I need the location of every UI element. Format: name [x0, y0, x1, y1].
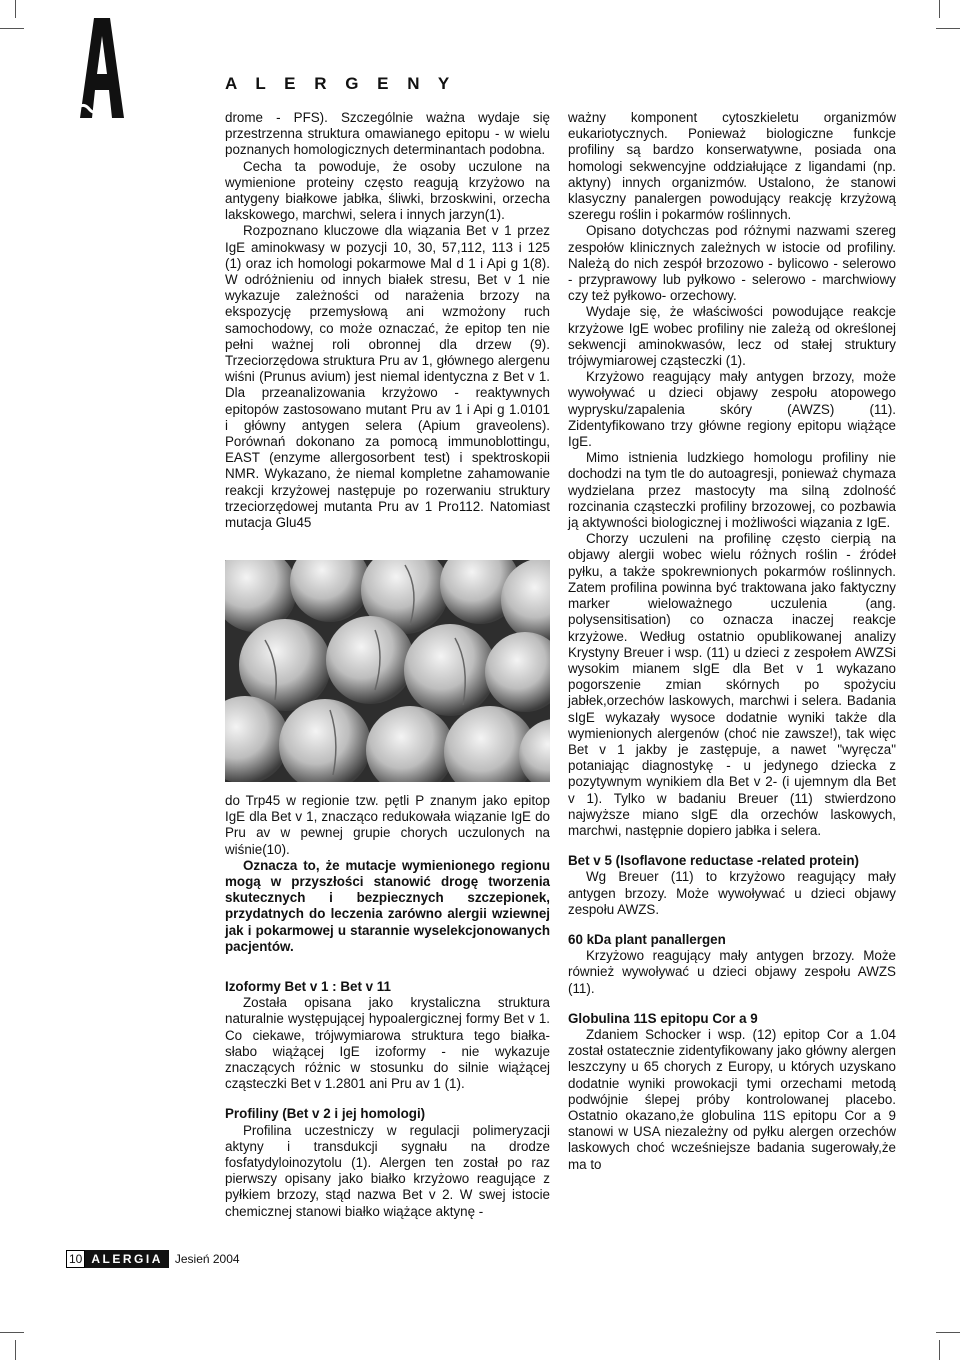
- peaches-photo: [225, 560, 550, 782]
- paragraph: Została opisana jako krystaliczna struktura naturalnie występującej hypoalergicznej formy Bet v 1. Co ciekawe, trójwymiarowa struktura tego białka- słabo wiążącej IgE izoformy - nie wykazuje znaczących różnic w stosunku do silnie wiążącej cząsteczki Bet v 1.2801 ani Pru av 1 (1).: [225, 995, 550, 1092]
- section-logo-icon: [76, 18, 126, 118]
- left-column-bottom: [225, 793, 550, 1220]
- paragraph: Wg Breuer (11) to krzyżowo reagujący mały antygen brzozy. Może wywoływać u dzieci objawy zespołu AWZS.: [568, 869, 896, 917]
- paragraph: drome - PFS). Szczególnie ważna wydaje się przestrzenna struktura omawianego epitopu - w wielu poznanych homologicznych determinantach podobna.: [225, 110, 550, 158]
- paragraph: do Trp45 w regionie tzw. pętli P znanym jako epitop IgE dla Bet v 1, znacząco redukowała wiązanie IgE do Pru av w pewnej grupie chorych uczulonych na wiśnie(10).: [225, 793, 550, 857]
- paragraph: Mimo istnienia ludzkiego homologu profiliny nie dochodzi na tym tle do autoagresji, ponieważ chymaza wydzielana przez mastocyty ma silną zdolność rozcinania cząsteczki profiliny brzozowej, co pozbawia ją aktywności biologicznej i możliwości wiązania z IgE.: [568, 450, 896, 531]
- left-column-top: [225, 110, 550, 531]
- emphasis-paragraph: Oznacza to, że mutacje wymienionego regionu mogą w przyszłości stanowić drogę tworzenia skutecznych i bezpiecznych szczepionek, przydatnych do leczenia zarówno alergii wziewnej jak i pokarmowej u starannie wyselekcjonowanych pacjentów.: [225, 857, 550, 954]
- crop-mark-bl-h: [0, 1332, 24, 1333]
- paragraph: Wydaje się, że właściwości powodujące reakcje krzyżowe IgE wobec profiliny nie zależą od określonej sekwencji aminokwasów, lecz od stałej struktury trójwymiarowej cząsteczki (1).: [568, 304, 896, 369]
- paragraph: Zdaniem Schocker i wsp. (12) epitop Cor a 1.04 został ostatecznie zidentyfikowany jako główny alergen leszczyny u 65 chorych z Europy, u których uzyskano dodatnie wyniki prowokacji tymi orzechami metodą podwójnie ślepej próby kontrolowanej placebo. Ostatnio okazano,że globulina 11S epitopu Cor a 9 stanowi w USA niezależny od pyłku alergen orzechów laskowych choć wcześniejsze badania sugerowały,że ma to: [568, 1026, 896, 1172]
- subheading-60kda: 60 kDa plant panallergen: [568, 931, 726, 947]
- right-column: [568, 110, 896, 1173]
- issue-date: Jesień 2004: [174, 1252, 240, 1266]
- subheading-isoformy: Izoformy Bet v 1 : Bet v 11: [225, 979, 391, 995]
- page-footer: [66, 1250, 240, 1268]
- paragraph: Cecha ta powoduje, że osoby uczulone na wymienione proteiny często reagują krzyżowo na antygeny białkowe jabłka, śliwki, brzoskwini, orzecha lakskowego, marchwi, selera i innych jarzyn(1).: [225, 158, 550, 223]
- crop-mark-br-h: [936, 1332, 960, 1333]
- paragraph: Opisano dotychczas pod różnymi nazwami szereg zespołów klinicznych zależnych w istocie od profiliny. Należą do nich zespół brzozowo - bylicowo - selerowo - przyprawowy lub pyłkowo - selerowo - marchwiowy czy też pyłkowo- orzechowy.: [568, 223, 896, 304]
- subheading-globulina: Globulina 11S epitopu Cor a 9: [568, 1010, 758, 1026]
- crop-mark-tr-h: [936, 28, 960, 29]
- section-title: A L E R G E N Y: [225, 74, 457, 93]
- paragraph: Krzyżowo reagujący mały antygen brzozy, może wywoływać u dzieci objawy zespołu atopowego wyprysku/zapalenia skóry (AWZS) (11). Zidentyfikowano trzy główne regiony epitopu wiążące IgE.: [568, 369, 896, 450]
- peaches-image: [225, 560, 550, 782]
- subheading-bet-v5: Bet v 5 (Isoflavone reductase -related protein): [568, 853, 859, 869]
- magazine-name: ALERGIA: [85, 1250, 169, 1268]
- crop-mark-tl-v: [15, 0, 16, 18]
- paragraph: Rozpoznano kluczowe dla wiązania Bet v 1 przez IgE aminokwasy w pozycji 10, 30, 57,112, 113 i 125 (1) oraz ich homologi pokarmowe Mal d 1 i Api g 1(8). W odróżnieniu od innych białek stresu, Bet v 1 nie wykazuje zależności od narażenia brzozy na ekspozycję przemysłową ani wzmożony ruch samochodowy, co może oznaczać, że epitop ten nie pełni ważnej roli obronnej dla drzew (9). Trzeciorzędowa struktura Pru av 1, głównego alergenu wiśni (Prunus avium) jest niemal identyczna z Bet v 1. Dla przeanalizowania krzyżowo - reaktywnych epitopów zastosowano mutant Pru av 1 i Api g 1.0101 i główny antygen selera (Apium graveolens). Porównań dokonano za pomocą immunoblottingu, EAST (enzyme allergosorbent test) i spektroskopii NMR. Wykazano, że niemal kompletne zahamowanie reakcji krzyżowej następuje po rozerwaniu struktury trzeciorzędowej mutanta Pru av 1 Pro112. Natomiast mutacja Glu45: [225, 223, 550, 531]
- paragraph: Krzyżowo reagujący mały antygen brzozy. Może również wywoływać u dzieci objawy zespołu AWZS (11).: [568, 948, 896, 996]
- crop-mark-bl-v: [15, 1340, 16, 1360]
- crop-mark-tr-v: [939, 0, 940, 18]
- subheading-profiliny: Profiliny (Bet v 2 i jej homologi): [225, 1106, 426, 1122]
- crop-mark-tl-h: [0, 28, 24, 29]
- crop-mark-br-v: [939, 1340, 940, 1360]
- page-number: 10: [66, 1250, 85, 1268]
- paragraph: Chorzy uczuleni na profilinę często cierpią na objawy alergii wobec wielu różnych roślin - źródeł pyłku, a także spokrewnionych pokarmów roślinnych. Zatem profilina powinna być traktowana jako faktyczny marker wieloważnego uczulenia (ang. polysensitisation) co oznacza inaczej reakcje krzyżowe. Według ostatnio opublikowanej analizy Krystyny Breuer i wsp. (11) u dzieci z zespołem AWZSi wysokim mianem sIgE dla Bet v 1 wykazano pogorszenie zmian skórnych po spożyciu jabłek,orzechów laskowych, marchwi i selera. Badania sIgE wykazały wysoce dodatnie wyniki także dla wymienionych alergenów (choć nie zawsze!), tak więc Bet v 1 jakby je zastępuje, a nawet "wyręcza" potaniając diagnostykę - u jedynego dziecka z pozytywnym wynikiem dla Bet v 2- (i ujemnym dla Bet v 1). Tylko w badaniu Breuer (11) stwierdzono najwyższe miano sIgE dla orzechów laskowych, marchwi, następnie dopiero jabłka i selera.: [568, 531, 896, 838]
- paragraph: Profilina uczestniczy w regulacji polimeryzacji aktyny i transdukcji sygnału na drodze fosfatydyloinozytolu (1). Alergen ten został po raz pierwszy opisany jako białko krzyżowo reagujące z pyłkiem brzozy, stąd nazwa Bet v 2. W swej istocie chemicznej stanowi białko wiążące aktynę -: [225, 1122, 550, 1219]
- paragraph: ważny komponent cytoszkieletu organizmów eukariotycznych. Ponieważ biologiczne funkcje profiliny są bardzo konserwatywne, posiada ona homologi sekwencyjne oddziałujące z ligandami (np. aktyny) innych organizmów. Ustalono, że stanowi klasyczny panalergen powodujący reakcję krzyżową szeregu roślin i pokarmów roślinnych.: [568, 110, 896, 223]
